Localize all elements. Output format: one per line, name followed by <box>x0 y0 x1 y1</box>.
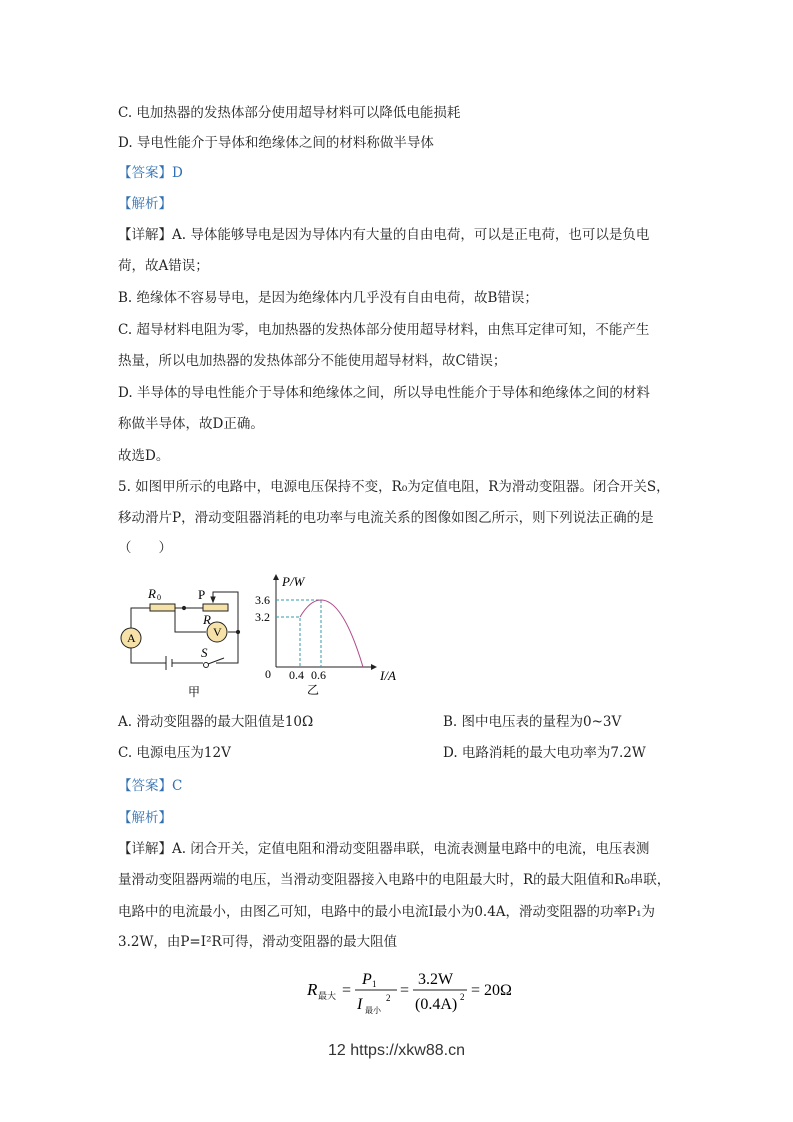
formula-num1-sub: 1 <box>372 979 377 989</box>
formula-lhs: R <box>307 980 318 999</box>
y-axis-label: P/W <box>282 574 305 589</box>
y-tick: 3.2 <box>255 610 270 624</box>
svg-text:2: 2 <box>386 993 391 1003</box>
text-line: B. 绝缘体不容易导电，是因为绝缘体内几乎没有自由电荷，故B错误； <box>118 290 538 306</box>
circuit-and-graph-figure <box>118 570 418 700</box>
svg-text:=: = <box>342 982 352 999</box>
circuit-diagram <box>121 592 240 670</box>
figure-jia-label: 甲 <box>188 685 201 699</box>
question-text: （ ） <box>118 540 172 556</box>
origin-label: 0 <box>265 667 271 681</box>
text-line: 量滑动变阻器两端的电压，当滑动变阻器接入电路中的电阻最大时，R的最大阻值和R₀串联， <box>118 872 671 888</box>
r0-subscript: 0 <box>157 593 161 602</box>
x-tick: 0.4 <box>289 668 304 682</box>
ammeter-label: A <box>127 631 136 645</box>
text-line: 【详解】A. 闭合开关，定值电阻和滑动变阻器串联，电流表测量电路中的电流，电压表测 <box>118 841 650 857</box>
option-a: A. 滑动变阻器的最大阻值是10Ω <box>118 714 314 730</box>
r-label: R <box>203 612 211 627</box>
svg-text:=: = <box>400 982 410 999</box>
formula-lhs-sub: 最大 <box>318 991 337 1001</box>
question-text: 移动滑片P，滑动变阻器消耗的电功率与电流关系的图像如图乙所示，则下列说法正确的是 <box>118 510 654 526</box>
formula-den2: (0.4A) <box>415 996 458 1013</box>
voltmeter-label: V <box>213 625 222 639</box>
option-c: C. 电源电压为12V <box>118 745 231 761</box>
analysis-label: 【解析】 <box>118 810 172 826</box>
option-b: B. 图中电压表的量程为0~3V <box>443 714 622 730</box>
switch-label: S <box>201 645 208 660</box>
text-line: 热量，所以电加热器的发热体部分不能使用超导材料，故C错误； <box>118 353 507 369</box>
formula-den1: I <box>357 996 363 1013</box>
answer-label: 【答案】D <box>118 165 183 181</box>
text-line: 荷，故A错误； <box>118 258 209 274</box>
y-tick: 3.6 <box>255 593 270 607</box>
analysis-label: 【解析】 <box>118 196 172 212</box>
x-tick: 0.6 <box>311 668 326 682</box>
formula-num1: P <box>362 971 372 988</box>
text-line: C. 电加热器的发热体部分使用超导材料可以降低电能损耗 <box>118 105 461 121</box>
figure-yi-label: 乙 <box>307 683 320 697</box>
question-text: 5. 如图甲所示的电路中，电源电压保持不变，R₀为定值电阻，R为滑动变阻器。闭合开关S， <box>118 479 670 495</box>
answer-label: 【答案】C <box>118 778 183 794</box>
svg-text:2: 2 <box>460 992 465 1002</box>
r0-label: R <box>148 586 156 601</box>
text-line: 3.2W，由P=I²R可得，滑动变阻器的最大阻值 <box>118 934 398 950</box>
text-line: D. 导电性能介于导体和绝缘体之间的材料称做半导体 <box>118 135 434 151</box>
page-footer: 12 https://xkw88.cn <box>328 1042 465 1059</box>
text-line: 【详解】A. 导体能够导电是因为导体内有大量的自由电荷，可以是正电荷，也可以是负电 <box>118 227 650 243</box>
option-d: D. 电路消耗的最大电功率为7.2W <box>443 745 646 761</box>
text-line: 故选D。 <box>118 448 170 464</box>
text-line: D. 半导体的导电性能介于导体和绝缘体之间，所以导电性能介于导体和绝缘体之间的材料 <box>118 385 650 401</box>
resistance-formula <box>305 965 525 1015</box>
formula-num2: 3.2W <box>418 971 454 988</box>
text-line: 电路中的电流最小，由图乙可知，电路中的最小电流I最小为0.4A，滑动变阻器的功率P₁为 <box>118 904 656 920</box>
text-line: 称做半导体，故D正确。 <box>118 416 264 432</box>
x-axis-label: I/A <box>380 668 396 683</box>
slider-p-label: P <box>198 587 206 602</box>
formula-den1-sub: 最小 <box>365 1006 381 1015</box>
formula-result: = 20Ω <box>471 982 512 999</box>
text-line: C. 超导材料电阻为零，电加热器的发热体部分使用超导材料，由焦耳定律可知，不能产生 <box>118 322 650 338</box>
